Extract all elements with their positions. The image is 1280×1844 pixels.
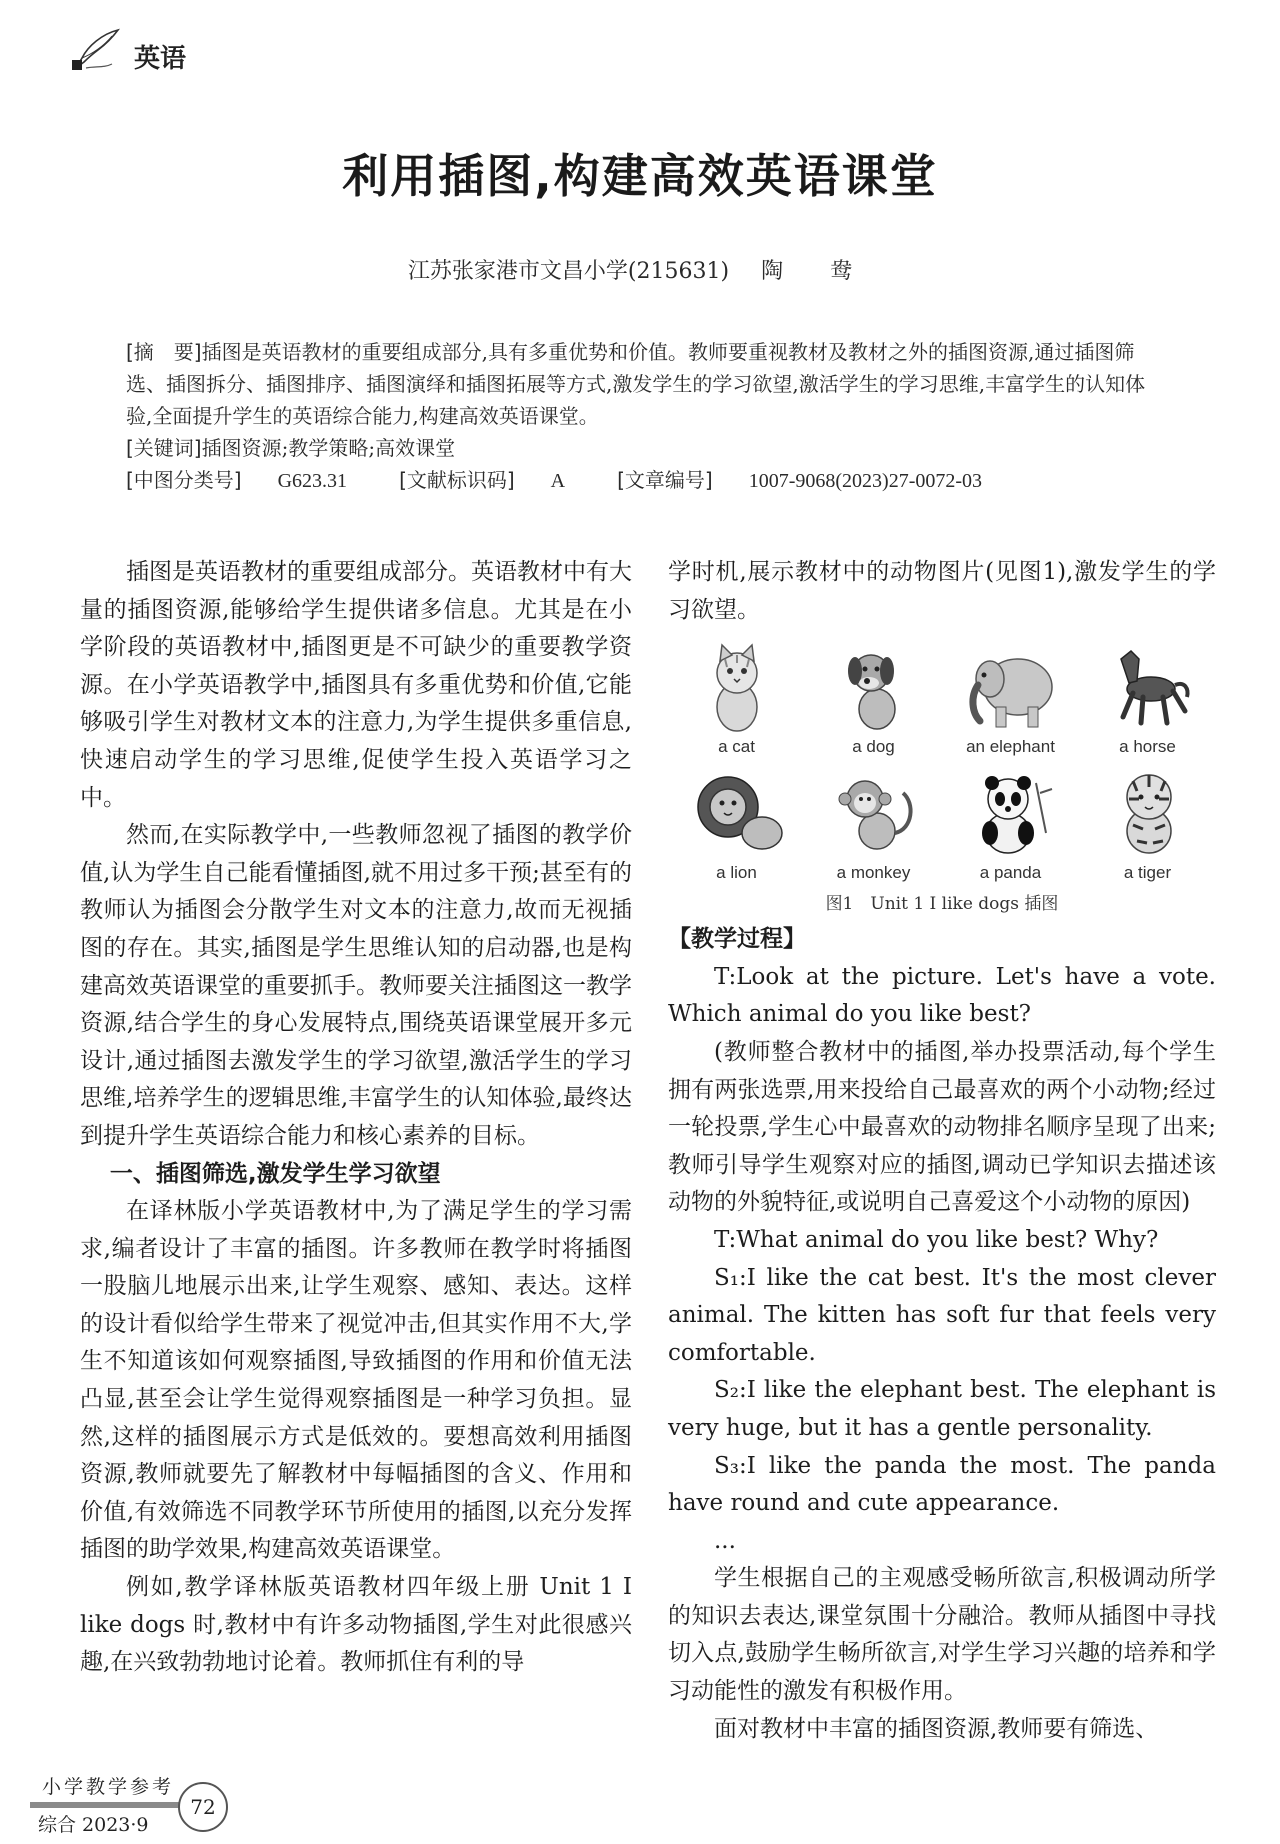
animal-monkey xyxy=(805,763,942,885)
animal-label: a tiger xyxy=(1123,863,1172,883)
paragraph: 插图是英语教材的重要组成部分。英语教材中有大量的插图资源,能够给学生提供诸多信息。尤其是在小学阶段的英语教材中,插图更是不可缺少的重要教学资源。在小学英语教学中,插图具有多重优势和价值,它能够吸引学生对教材文本的注意力,为学生提供多重信息,快速启动学生的学习思维,促使学生投入英语学习之中。 xyxy=(80,559,632,811)
animal-tiger xyxy=(1079,763,1216,885)
paragraph: 例如,教学译林版英语教材四年级上册 Unit 1 I like dogs 时,教材中有许多动物插图,学生对此很感兴趣,在兴致勃勃地讨论着。教师抓住有利的导 xyxy=(80,1574,632,1676)
quill-pen-icon xyxy=(72,28,128,72)
keywords-label: [关键词] xyxy=(126,436,202,460)
doc-code-value: A xyxy=(550,470,566,492)
abstract-text: 插图是英语教材的重要组成部分,具有多重优势和价值。教师要重视教材及教材之外的插图资源,通过插图筛选、插图拆分、插图排序、插图演绎和插图拓展等方式,激发学生的学习欲望,激活学生的学习思维,丰富学生的认知体验,全面提升学生的英语综合能力,构建高效英语课堂。 xyxy=(126,340,1146,428)
animal-label: an elephant xyxy=(966,737,1055,757)
animal-panda xyxy=(942,763,1079,885)
article-number-value: 1007-9068(2023)27-0072-03 xyxy=(748,470,983,492)
article-title: 利用插图,构建高效英语课堂 xyxy=(342,149,938,203)
dialogue-line: S₃:I like the panda the most. The panda have round and cute appearance. xyxy=(668,1452,1216,1517)
lion-icon xyxy=(682,763,792,861)
animal-label: a monkey xyxy=(836,863,911,883)
paragraph: 然而,在实际教学中,一些教师忽视了插图的教学价值,认为学生自己能看懂插图,就不用过多干预;甚至有的教师认为插图会分散学生对文本的注意力,故而无视插图的存在。其实,插图是学生思维认知的启动器,也是构建高效英语课堂的重要抓手。教师要关注插图这一教学资源,结合学生的身心发展特点,围绕英语课堂展开多元设计,通过插图去激发学生的学习欲望,激活学生的学习思维,培养学生的逻辑思维,丰富学生的认知体验,最终达到提升学生英语综合能力和核心素养的目标。 xyxy=(80,822,632,1149)
left-column xyxy=(80,554,632,1682)
figure-caption: 图1 Unit 1 I like dogs 插图 xyxy=(825,894,1059,915)
animal-label: a horse xyxy=(1119,737,1176,757)
horse-icon xyxy=(1093,637,1203,735)
section-heading: 一、插图筛选,激发学生学习欲望 xyxy=(109,1160,441,1187)
paragraph: 面对教材中丰富的插图资源,教师要有筛选、 xyxy=(714,1715,1159,1742)
magazine-name: 小学教学参考 xyxy=(42,1776,175,1798)
dog-icon xyxy=(819,637,929,735)
paragraph: 学时机,展示教材中的动物图片(见图1),激发学生的学习欲望。 xyxy=(668,559,1216,623)
animal-label: a dog xyxy=(852,737,895,757)
issue-label: 综合 2023·9 xyxy=(38,1814,149,1836)
abstract-block xyxy=(126,336,1156,497)
animal-horse xyxy=(1079,637,1216,759)
page-footer xyxy=(30,1772,216,1836)
abstract xyxy=(126,336,1156,432)
dialogue-line: S₁:I like the cat best. It's the most clever animal. The kitten has soft fur that feels very comfortable. xyxy=(668,1264,1216,1366)
animal-grid xyxy=(668,637,1216,885)
article-number-label: [文章编号] xyxy=(617,468,713,492)
teacher-note: (教师整合教材中的插图,举办投票活动,每个学生拥有两张选票,用来投给自己最喜欢的两个小动物;经过一轮投票,学生心中最喜欢的动物排名顺序呈现了出来;教师引导学生观察对应的插图,调动已学知识去描述该动物的外貌特征,或说明自己喜爱这个小动物的原因) xyxy=(668,1038,1216,1216)
tiger-icon xyxy=(1093,763,1203,861)
byline xyxy=(0,254,1280,285)
keywords-text: 插图资源;教学策略;高效课堂 xyxy=(201,436,456,460)
right-column xyxy=(668,554,1216,1748)
paragraph: 在译林版小学英语教材中,为了满足学生的学习需求,编者设计了丰富的插图。许多教师在教学时将插图一股脑儿地展示出来,让学生观察、感知、表达。这样的设计看似给学生带来了视觉冲击,但其实作用不大,学生不知道该如何观察插图,导致插图的作用和价值无法凸显,甚至会让学生觉得观察插图是一种学习负担。显然,这样的插图展示方式是低效的。要想高效利用插图资源,教师就要先了解教材中每幅插图的含义、作用和价值,有效筛选不同教学环节所使用的插图,以充分发挥插图的助学效果,构建高效英语课堂。 xyxy=(80,1198,632,1563)
dialogue-line: T:Look at the picture. Let's have a vote. Which animal do you like best? xyxy=(668,963,1216,1028)
animal-dog xyxy=(805,637,942,759)
classification-line xyxy=(126,464,1156,497)
figure-1 xyxy=(668,637,1216,919)
paragraph: 学生根据自己的主观感受畅所欲言,积极调动所学的知识去表达,课堂氛围十分融洽。教师从插图中寻找切入点,鼓励学生畅所欲言,对学生学习兴趣的培养和学习动能性的激发有积极作用。 xyxy=(668,1565,1216,1705)
clc-value: G623.31 xyxy=(277,470,348,492)
dialogue-line: S₂:I like the elephant best. The elephant is very huge, but it has a gentle personality. xyxy=(668,1377,1216,1441)
doc-code-label: [文献标识码] xyxy=(399,468,515,492)
panda-icon xyxy=(956,763,1066,861)
animal-label: a panda xyxy=(979,863,1042,883)
author-name: 陶 鸯 xyxy=(761,259,873,284)
section-heading: 【教学过程】 xyxy=(668,926,806,953)
footer-bar xyxy=(30,1802,190,1808)
animal-lion xyxy=(668,763,805,885)
elephant-icon xyxy=(956,637,1066,735)
abstract-label: [摘 要] xyxy=(126,340,202,364)
animal-label: a lion xyxy=(716,863,757,883)
monkey-icon xyxy=(819,763,929,861)
dialogue-line: T:What animal do you like best? Why? xyxy=(714,1226,1159,1253)
ellipsis: ... xyxy=(714,1527,736,1554)
affiliation: 江苏张家港市文昌小学(215631) xyxy=(407,259,730,284)
cat-icon xyxy=(682,637,792,735)
subject-label: 英语 xyxy=(134,44,187,74)
animal-elephant xyxy=(942,637,1079,759)
animal-cat xyxy=(668,637,805,759)
page-number: 72 xyxy=(178,1782,228,1832)
keywords xyxy=(126,432,1156,464)
animal-label: a cat xyxy=(718,737,755,757)
clc-label: [中图分类号] xyxy=(126,468,242,492)
